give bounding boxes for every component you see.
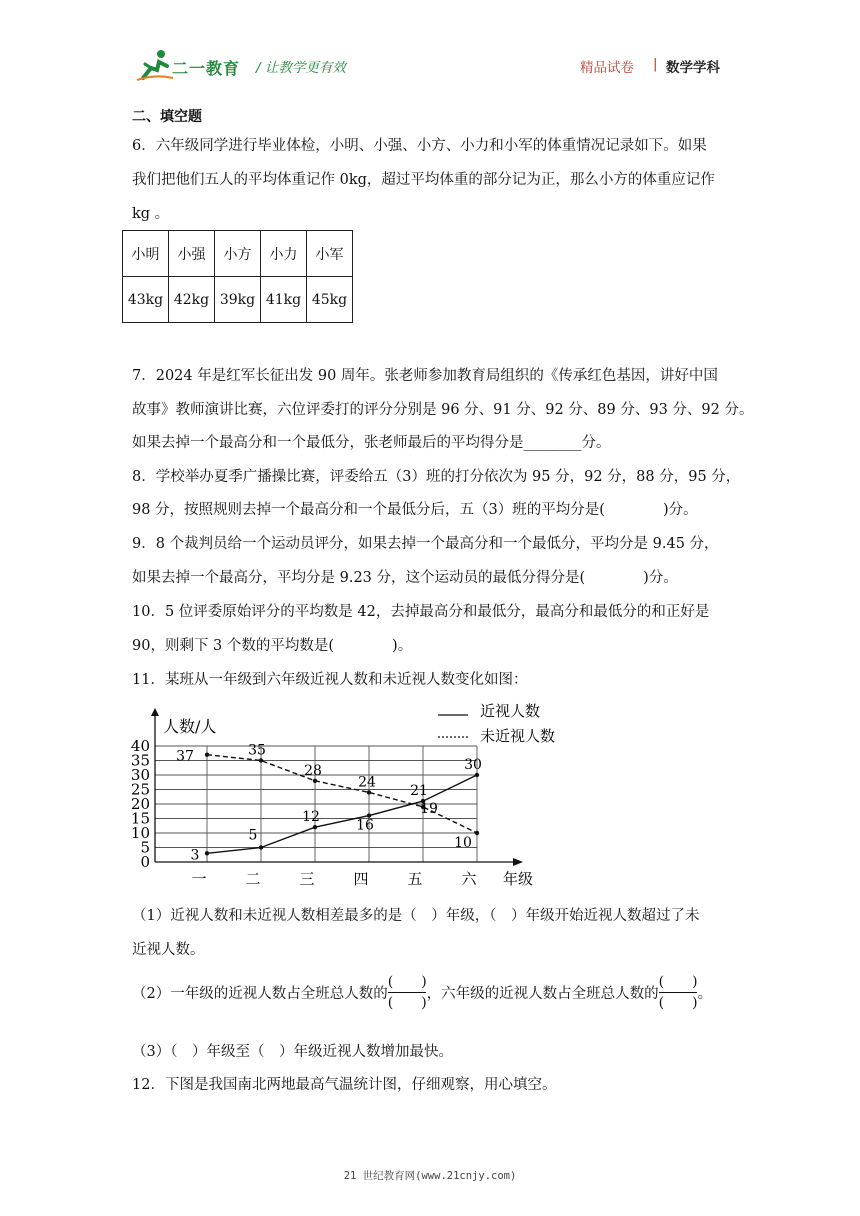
y-axis-label: 人数/人 <box>163 717 217 736</box>
legend-label: 近视人数 <box>480 702 541 720</box>
q10-line1: 10．5 位评委原始评分的平均数是 42，去掉最高分和最低分，最高分和最低分的和正好是 <box>132 604 710 620</box>
data-label: 21 <box>410 783 428 800</box>
logo-text: 二一教育 <box>172 59 241 78</box>
data-label: 16 <box>356 817 374 834</box>
table-cell: 41kg <box>261 277 307 323</box>
fraction-blank <box>659 974 698 1011</box>
q11-part1-line2: 近视人数。 <box>132 942 205 958</box>
table-cell: 小明 <box>123 231 169 277</box>
table-cell: 小方 <box>215 231 261 277</box>
q8-line2: 98 分，按照规则去掉一个最高分和一个最低分后，五（3）班的平均分是( )分。 <box>132 502 698 518</box>
myopia-line-chart <box>130 698 570 890</box>
table-cell: 42kg <box>169 277 215 323</box>
runner-logo-icon <box>135 48 175 84</box>
data-point <box>367 790 371 794</box>
table-row <box>123 231 353 277</box>
data-label: 19 <box>420 800 438 817</box>
q12-line1: 12．下图是我国南北两地最高气温统计图，仔细观察，用心填空。 <box>132 1077 557 1093</box>
data-label: 3 <box>190 847 200 864</box>
fraction-numerator: ( ) <box>387 974 427 990</box>
q7-line3: 如果去掉一个最高分和一个最低分，张老师最后的平均得分是________分。 <box>132 435 611 451</box>
data-point <box>205 851 209 855</box>
q6-line2: 我们把他们五人的平均体重记作 0kg，超过平均体重的部分记为正，那么小方的体重应记作 <box>132 172 715 188</box>
header-separator: | <box>653 56 658 72</box>
header-subject: 数学学科 <box>666 60 720 76</box>
section-title: 二、填空题 <box>132 109 202 125</box>
data-point <box>313 779 317 783</box>
y-axis-arrow <box>151 708 159 716</box>
y-tick-label: 10 <box>130 824 150 842</box>
slogan: / 让教学更有效 <box>256 60 346 76</box>
weight-table <box>122 230 353 323</box>
footer: 21 世纪教育网(www.21cnjy.com) <box>343 1170 517 1182</box>
y-tick-label: 30 <box>130 766 150 784</box>
q11-part2 <box>132 974 712 1011</box>
q9-line1: 9．8 个裁判员给一个运动员评分，如果去掉一个最高分和一个最低分，平均分是 9.45 分， <box>132 536 719 552</box>
data-point <box>259 758 263 762</box>
q11-part2-text-b: ，六年级的近视人数占全班总人数的 <box>426 986 659 1002</box>
q11-part1-line1: （1）近视人数和未近视人数相差最多的是（ ）年级，（ ）年级开始近视人数超过了未 <box>132 908 700 924</box>
fraction-bar <box>659 992 697 993</box>
fraction-denominator: ( ) <box>387 995 427 1011</box>
table-row <box>123 277 353 323</box>
q6-line3: kg 。 <box>132 206 170 222</box>
data-label: 12 <box>302 809 320 826</box>
table-cell: 43kg <box>123 277 169 323</box>
x-axis-arrow <box>513 858 523 866</box>
y-tick-label: 5 <box>140 838 150 857</box>
x-tick-label: 二 <box>245 870 261 888</box>
fraction-bar <box>388 992 426 993</box>
table-cell: 45kg <box>307 277 353 323</box>
data-label: 30 <box>464 757 482 773</box>
table-cell: 小强 <box>169 231 215 277</box>
data-point <box>205 753 209 757</box>
data-point <box>259 845 263 849</box>
x-tick-label: 六 <box>461 870 477 888</box>
q10-line2: 90，则剩下 3 个数的平均数是( )。 <box>132 638 413 654</box>
fraction-blank <box>388 974 427 1011</box>
q9-line2: 如果去掉一个最高分，平均分是 9.23 分，这个运动员的最低分得分是( )分。 <box>132 570 678 586</box>
data-point <box>313 825 317 829</box>
y-tick-label: 25 <box>130 780 150 799</box>
data-label: 35 <box>248 742 266 759</box>
x-tick-label: 三 <box>299 870 315 888</box>
data-label: 10 <box>454 835 472 851</box>
y-tick-label: 20 <box>130 795 150 813</box>
header-tag-quality: 精品试卷 <box>580 60 634 76</box>
q7-line2: 故事》教师演讲比赛，六位评委打的评分分别是 96 分、91 分、92 分、89 分、93 分、92 分。 <box>132 402 754 418</box>
fraction-numerator: ( ) <box>658 974 698 990</box>
q11-part2-text-c: 。 <box>697 986 713 1002</box>
table-cell: 小力 <box>261 231 307 277</box>
x-tick-label: 一 <box>191 870 207 888</box>
data-point <box>475 831 479 835</box>
x-tick-label: 五 <box>407 870 423 888</box>
q8-line1: 8．学校举办夏季广播操比赛，评委给五（3）班的打分依次为 95 分，92 分，88 分，95 分， <box>132 469 741 485</box>
y-tick-label: 35 <box>130 751 150 770</box>
x-axis-label: 年级 <box>503 870 534 888</box>
table-cell: 39kg <box>215 277 261 323</box>
data-label: 24 <box>358 774 376 791</box>
data-label: 5 <box>248 827 258 844</box>
q6-line1: 6．六年级同学进行毕业体检，小明、小强、小方、小力和小军的体重情况记录如下。如果 <box>132 138 707 154</box>
y-tick-label: 15 <box>130 809 150 828</box>
q11-intro: 11．某班从一年级到六年级近视人数和未近视人数变化如图： <box>132 672 528 688</box>
y-tick-label: 40 <box>130 737 150 755</box>
q7-line1: 7．2024 年是红军长征出发 90 周年。张老师参加教育局组织的《传承红色基因，讲好中国 <box>132 368 718 384</box>
table-cell: 小军 <box>307 231 353 277</box>
data-label: 28 <box>304 762 322 779</box>
data-label: 37 <box>176 748 194 765</box>
q11-part3: （3）（ ）年级至（ ）年级近视人数增加最快。 <box>132 1044 453 1060</box>
legend-label: 未近视人数 <box>480 727 556 745</box>
y-tick-label: 0 <box>140 853 150 871</box>
x-tick-label: 四 <box>353 870 369 888</box>
q11-part2-text-a: （2）一年级的近视人数占全班总人数的 <box>132 986 388 1002</box>
data-point <box>475 773 479 777</box>
fraction-denominator: ( ) <box>658 995 698 1011</box>
